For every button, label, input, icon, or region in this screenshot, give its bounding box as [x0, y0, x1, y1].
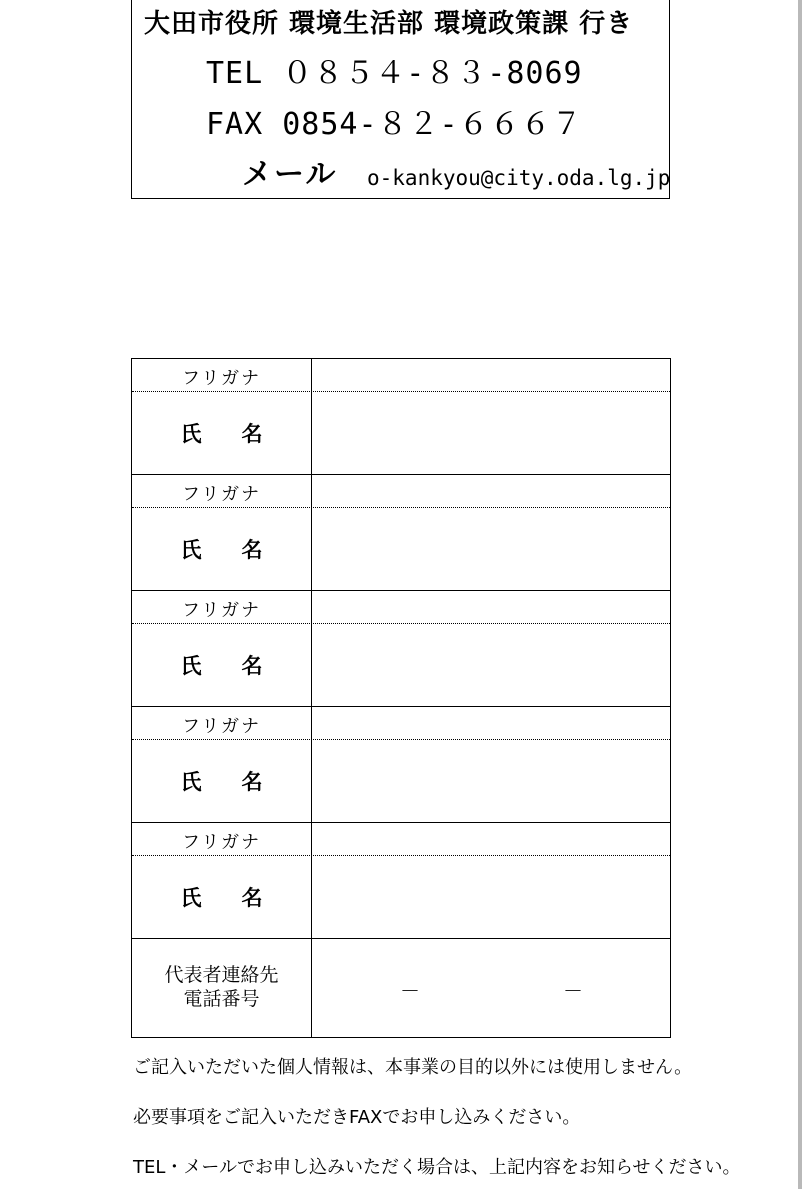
name-row [132, 856, 670, 938]
name-field[interactable] [312, 856, 670, 938]
name-label: 氏 名 [180, 538, 263, 562]
destination-title: 大田市役所 環境生活部 環境政策課 行き [144, 9, 634, 39]
mail-label: メール [242, 157, 338, 192]
name-field[interactable] [312, 624, 670, 706]
name-row [132, 624, 670, 706]
name-label: 氏 名 [180, 770, 263, 794]
name-label: 氏 名 [180, 422, 263, 446]
name-label: 氏 名 [180, 654, 263, 678]
furigana-row [132, 591, 670, 624]
name-field[interactable] [312, 392, 670, 474]
phone-row [132, 939, 670, 1037]
furigana-row [132, 707, 670, 740]
name-row [132, 392, 670, 474]
furigana-row [132, 823, 670, 856]
phone-label: 代表者連絡先 電話番号 [164, 964, 279, 1010]
participant-entry-5 [132, 823, 670, 939]
furigana-field[interactable] [312, 707, 670, 739]
furigana-field[interactable] [312, 475, 670, 507]
phone-separator: － [400, 979, 420, 1003]
furigana-label: フリガナ [181, 716, 262, 737]
page-edge [798, 0, 802, 1189]
phone-separator: － [563, 979, 583, 1003]
furigana-label: フリガナ [181, 368, 262, 389]
mail-address: o-kankyou@city.oda.lg.jp [367, 166, 671, 190]
furigana-row [132, 359, 670, 392]
tel-number: TEL ０８５４-８３-8069 [206, 56, 583, 91]
privacy-note: ご記入いただいた個人情報は、本事業の目的以外には使用しません。 [133, 1057, 693, 1078]
entry-table [131, 358, 671, 1038]
fax-number: FAX 0854-８２-６６６７ [206, 107, 583, 142]
participant-entry-3 [132, 591, 670, 707]
furigana-label: フリガナ [181, 484, 262, 505]
tel-mail-instruction-note: TEL・メールでお申し込みいただく場合は、上記内容をお知らせください。 [133, 1157, 741, 1178]
phone-field[interactable] [312, 939, 670, 1037]
furigana-label: フリガナ [181, 600, 262, 621]
name-row [132, 508, 670, 590]
name-field[interactable] [312, 508, 670, 590]
furigana-field[interactable] [312, 591, 670, 623]
name-field[interactable] [312, 740, 670, 822]
furigana-label: フリガナ [181, 832, 262, 853]
participant-entry-1 [132, 359, 670, 475]
furigana-field[interactable] [312, 823, 670, 855]
name-label: 氏 名 [180, 886, 263, 910]
contact-box [131, 0, 670, 199]
fax-instruction-note: 必要事項をご記入いただきFAXでお申し込みください。 [133, 1107, 581, 1128]
furigana-field[interactable] [312, 359, 670, 391]
participant-entry-2 [132, 475, 670, 591]
name-row [132, 740, 670, 822]
participant-entry-4 [132, 707, 670, 823]
furigana-row [132, 475, 670, 508]
